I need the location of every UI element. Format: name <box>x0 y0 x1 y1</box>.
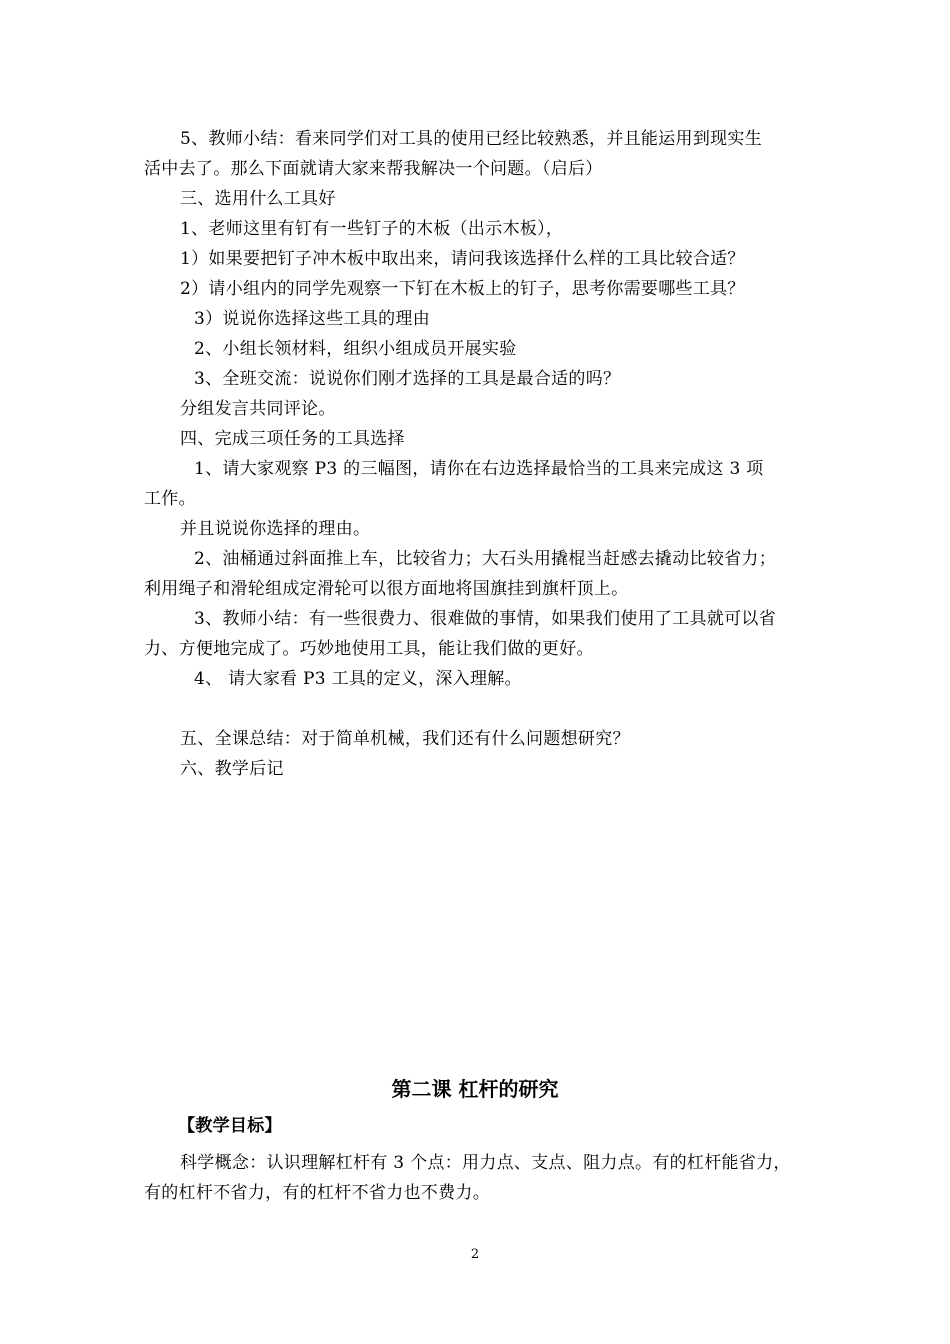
paragraph-line: 2、油桶通过斜面推上车，比较省力；大石头用撬棍当赶感去撬动比较省力； <box>194 549 777 569</box>
paragraph-line: 力、方便地完成了。巧妙地使用工具，能让我们做的更好。 <box>144 639 594 659</box>
paragraph-line: 1、老师这里有钉有一些钉子的木板（出示木板）， <box>180 219 564 239</box>
paragraph-line: 2）请小组内的同学先观察一下钉在木板上的钉子，思考你需要哪些工具？ <box>180 279 745 299</box>
section-heading: 五、全课总结：对于简单机械，我们还有什么问题想研究？ <box>180 729 630 749</box>
objectives-heading: 【教学目标】 <box>178 1116 282 1136</box>
paragraph-line: 分组发言共同评论。 <box>180 399 336 419</box>
section-heading: 三、选用什么工具好 <box>180 189 336 209</box>
paragraph-line: 4、 请大家看 P3 工具的定义，深入理解。 <box>194 669 522 689</box>
paragraph-line: 有的杠杆不省力，有的杠杆不省力也不费力。 <box>144 1183 490 1203</box>
section-heading: 四、完成三项任务的工具选择 <box>180 429 405 449</box>
page-number: 2 <box>470 1247 480 1262</box>
section-heading: 六、教学后记 <box>180 759 284 779</box>
paragraph-line: 3）说说你选择这些工具的理由 <box>194 309 431 329</box>
paragraph-line: 科学概念：认识理解杠杆有 3 个点：用力点、支点、阻力点。有的杠杆能省力， <box>180 1153 791 1173</box>
lesson-title: 第二课 杠杆的研究 <box>391 1077 559 1101</box>
paragraph-line: 3、全班交流：说说你们刚才选择的工具是最合适的吗？ <box>194 369 621 389</box>
paragraph-line: 5、教师小结：看来同学们对工具的使用已经比较熟悉，并且能运用到现实生 <box>180 129 763 149</box>
paragraph-line: 利用绳子和滑轮组成定滑轮可以很方面地将国旗挂到旗杆顶上。 <box>144 579 629 599</box>
paragraph-line: 2、小组长领材料，组织小组成员开展实验 <box>194 339 517 359</box>
paragraph-line: 3、教师小结：有一些很费力、很难做的事情，如果我们使用了工具就可以省 <box>194 609 777 629</box>
paragraph-line: 并且说说你选择的理由。 <box>180 519 371 539</box>
paragraph-line: 活中去了。那么下面就请大家来帮我解决一个问题。（启后） <box>144 159 603 179</box>
paragraph-line: 1、请大家观察 P3 的三幅图，请你在右边选择最恰当的工具来完成这 3 项 <box>194 459 764 479</box>
paragraph-line: 1）如果要把钉子冲木板中取出来，请问我该选择什么样的工具比较合适？ <box>180 249 745 269</box>
paragraph-line: 工作。 <box>144 489 196 509</box>
